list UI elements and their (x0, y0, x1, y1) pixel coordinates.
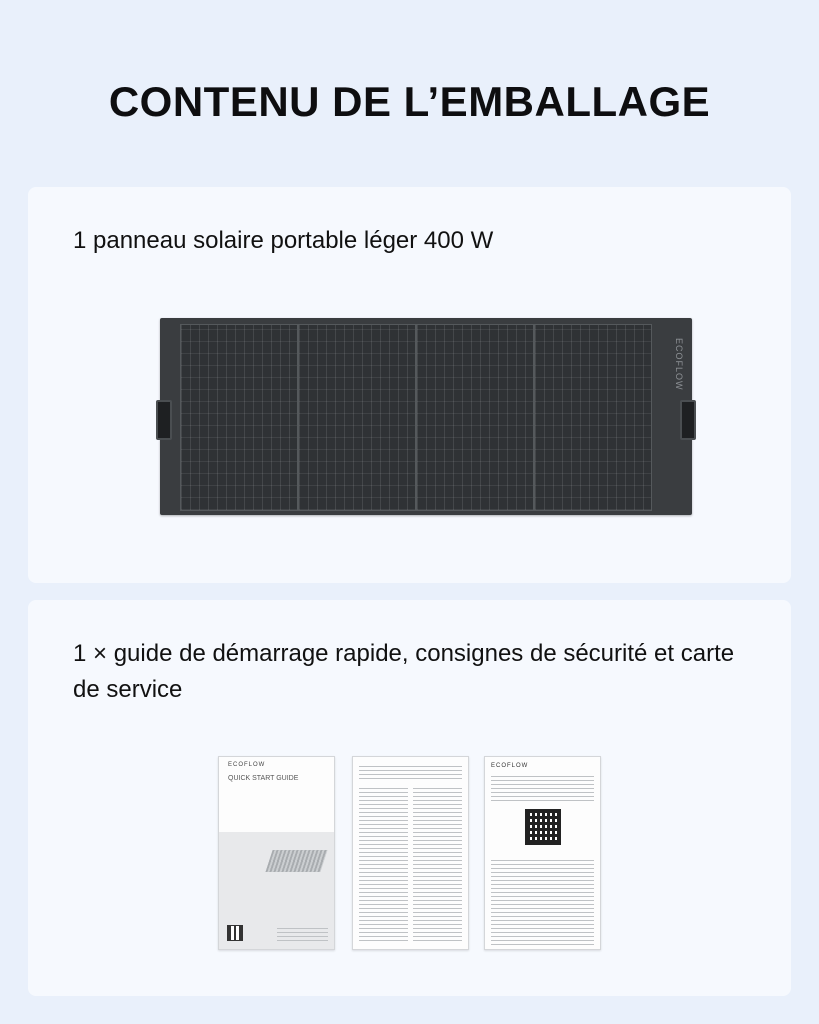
panel-section (180, 324, 298, 511)
card-text-lines (491, 857, 594, 945)
guide-title: QUICK START GUIDE (228, 775, 299, 782)
panel-section (298, 324, 416, 511)
solar-panel-image (160, 318, 692, 515)
qr-code-icon (525, 809, 561, 845)
doc-text-column-left (359, 785, 408, 941)
panel-section (416, 324, 534, 511)
guide-panel-illustration (265, 850, 327, 872)
qr-code-icon (227, 925, 243, 941)
guide-brand-logo: ECOFLOW (228, 762, 266, 768)
documents-card (28, 600, 791, 996)
doc-text-column-right (413, 785, 462, 941)
doc-header-lines (359, 765, 462, 779)
card-header-lines-right (529, 773, 594, 801)
solar-panel-card (28, 187, 791, 583)
solar-panel-caption: 1 panneau solaire portable léger 400 W (73, 227, 494, 254)
page-title: CONTENU DE L’EMBALLAGE (108, 78, 711, 125)
card-brand-logo: ECOFLOW (491, 763, 529, 769)
panel-section (534, 324, 652, 511)
quick-start-guide-image (218, 756, 335, 950)
panel-handle-right (680, 400, 696, 440)
guide-text-lines (277, 925, 328, 941)
safety-instructions-image (352, 756, 469, 950)
panel-handle-left (156, 400, 172, 440)
service-card-image (484, 756, 601, 950)
panel-brand-logo: ECOFLOW (674, 338, 684, 391)
documents-caption: 1 × guide de démarrage rapide, consignes de sécurité et carte de service (73, 640, 735, 703)
